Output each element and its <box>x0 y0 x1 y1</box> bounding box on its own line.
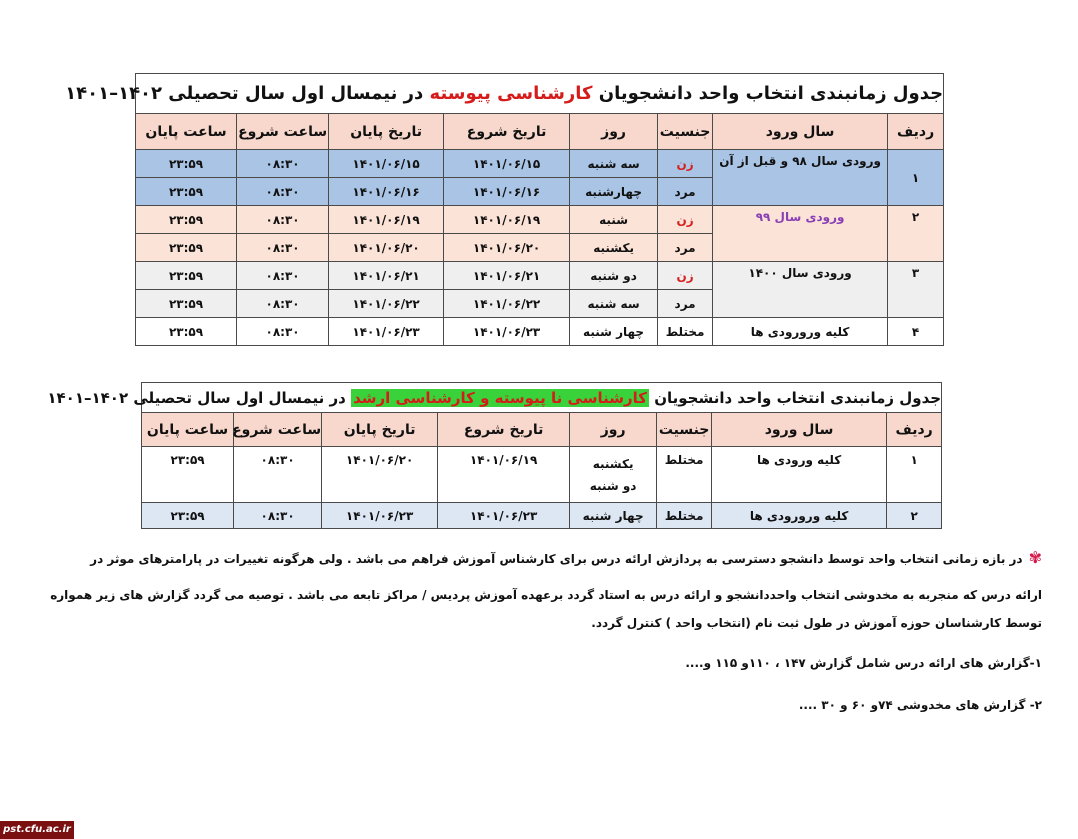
entry-year-cell: کلیه ورورودی ها <box>712 503 887 529</box>
day-cell <box>570 447 657 503</box>
gender-cell: زن <box>658 262 713 290</box>
end-date-cell: ۱۴۰۱/۰۶/۲۲ <box>329 290 444 318</box>
end-date-cell: ۱۴۰۱/۰۶/۲۰ <box>322 447 438 503</box>
header-gender: جنسیت <box>658 114 713 150</box>
schedule-table-continuous-bachelor <box>65 73 944 346</box>
day-cell: چهار شنبه <box>570 318 658 346</box>
table-row <box>136 262 944 290</box>
header-day: روز <box>570 413 657 447</box>
header-end-date: تاریخ پایان <box>322 413 438 447</box>
row-number: ۲ <box>887 503 942 529</box>
table-row <box>136 318 944 346</box>
gender-cell: مرد <box>658 234 713 262</box>
day-cell: شنبه <box>570 206 658 234</box>
header-start-date: تاریخ شروع <box>444 114 570 150</box>
entry-year-cell: کلیه ورودی ها <box>712 447 887 503</box>
end-date-cell: ۱۴۰۱/۰۶/۱۵ <box>329 150 444 178</box>
header-entry-year: سال ورود <box>712 413 887 447</box>
row-number: ۱ <box>888 150 944 206</box>
header-end-time: ساعت پایان <box>136 114 237 150</box>
table-row <box>136 150 944 178</box>
row-number: ۲ <box>888 206 944 262</box>
end-time-cell: ۲۳:۵۹ <box>142 447 234 503</box>
day-cell: دو شنبه <box>570 262 658 290</box>
day-line-1: یکشنبه <box>592 457 634 471</box>
table-row <box>142 503 942 529</box>
notes-section <box>32 548 1042 715</box>
day-cell: چهارشنبه <box>570 178 658 206</box>
start-time-cell: ۰۸:۳۰ <box>237 318 329 346</box>
end-date-cell: ۱۴۰۱/۰۶/۲۳ <box>329 318 444 346</box>
gender-cell: مختلط <box>657 447 712 503</box>
end-time-cell: ۲۳:۵۹ <box>142 503 234 529</box>
note-item-1: ۱-گزارش های ارائه درس شامل گزارش ۱۴۷ ، ۱۱۰و ۱۱۵ و.... <box>685 656 1042 670</box>
flower-icon: ✾ <box>1028 548 1042 567</box>
table1-header-row <box>136 114 944 150</box>
header-start-time: ساعت شروع <box>237 114 329 150</box>
start-time-cell: ۰۸:۳۰ <box>234 503 322 529</box>
end-date-cell: ۱۴۰۱/۰۶/۱۶ <box>329 178 444 206</box>
day-line-2: دو شنبه <box>589 479 637 493</box>
row-number: ۱ <box>887 447 942 503</box>
table2-title: جدول زمانبندی انتخاب واحد دانشجویان کارشناسی نا پیوسته و کارشناسی ارشد در نیمسال اول سال تحصیلی ۱۴۰۲–۱۴۰۱ <box>142 383 942 413</box>
gender-cell: زن <box>658 150 713 178</box>
header-day: روز <box>570 114 658 150</box>
entry-year-cell: ورودی سال ۹۸ و قبل از آن <box>713 150 888 206</box>
day-cell: چهار شنبه <box>570 503 657 529</box>
note-line-2: ارائه درس که منجربه به مخدوشی انتخاب واحددانشجو و ارائه درس به استاد گردد برعهده آموزش پردیس / مراکز تابعه می باشد . توصیه می گردد گزارش های زیر همواره <box>50 588 1042 602</box>
table1-title: جدول زمانبندی انتخاب واحد دانشجویان کارشناسی پیوسته در نیمسال اول سال تحصیلی ۱۴۰۲–۱۴۰۱ <box>136 74 944 114</box>
start-time-cell: ۰۸:۳۰ <box>237 262 329 290</box>
header-row-num: ردیف <box>888 114 944 150</box>
day-cell: یکشنبه <box>570 234 658 262</box>
start-time-cell: ۰۸:۳۰ <box>237 234 329 262</box>
day-cell: سه شنبه <box>570 150 658 178</box>
end-time-cell: ۲۳:۵۹ <box>136 318 237 346</box>
start-date-cell: ۱۴۰۱/۰۶/۱۵ <box>444 150 570 178</box>
note-line-1: در بازه زمانی انتخاب واحد توسط دانشجو دسترسی به پردازش ارائه درس برای کارشناس آموزش فراهم می باشد . ولی هرگونه تغییرات در پارامترهای موثر در <box>90 552 1023 566</box>
header-end-time: ساعت پایان <box>142 413 234 447</box>
start-date-cell: ۱۴۰۱/۰۶/۲۲ <box>444 290 570 318</box>
end-time-cell: ۲۳:۵۹ <box>136 150 237 178</box>
start-time-cell: ۰۸:۳۰ <box>234 447 322 503</box>
note-line-3: توسط کارشناسان حوزه آموزش در طول ثبت نام (انتخاب واحد ) کنترل گردد. <box>591 616 1042 630</box>
start-date-cell: ۱۴۰۱/۰۶/۱۹ <box>444 206 570 234</box>
end-date-cell: ۱۴۰۱/۰۶/۲۰ <box>329 234 444 262</box>
start-time-cell: ۰۸:۳۰ <box>237 206 329 234</box>
entry-year-cell: ورودی سال ۱۴۰۰ <box>713 262 888 318</box>
start-date-cell: ۱۴۰۱/۰۶/۲۰ <box>444 234 570 262</box>
header-start-date: تاریخ شروع <box>438 413 570 447</box>
end-date-cell: ۱۴۰۱/۰۶/۲۱ <box>329 262 444 290</box>
table-row <box>136 206 944 234</box>
row-number: ۳ <box>888 262 944 318</box>
schedule-table-discontinuous-master <box>47 382 942 529</box>
note-item-2: ۲- گزارش های مخدوشی ۷۴و ۶۰ و ۳۰ .... <box>798 698 1042 712</box>
end-time-cell: ۲۳:۵۹ <box>136 290 237 318</box>
start-date-cell: ۱۴۰۱/۰۶/۱۹ <box>438 447 570 503</box>
site-watermark[interactable]: pst.cfu.ac.ir <box>0 821 74 839</box>
row-number: ۴ <box>888 318 944 346</box>
end-time-cell: ۲۳:۵۹ <box>136 206 237 234</box>
table2-header-row <box>142 413 942 447</box>
gender-cell: مختلط <box>658 318 713 346</box>
header-entry-year: سال ورود <box>713 114 888 150</box>
entry-year-cell: کلیه ورورودی ها <box>713 318 888 346</box>
end-date-cell: ۱۴۰۱/۰۶/۱۹ <box>329 206 444 234</box>
header-start-time: ساعت شروع <box>234 413 322 447</box>
header-gender: جنسیت <box>657 413 712 447</box>
start-time-cell: ۰۸:۳۰ <box>237 290 329 318</box>
gender-cell: زن <box>658 206 713 234</box>
header-row-num: ردیف <box>887 413 942 447</box>
end-time-cell: ۲۳:۵۹ <box>136 234 237 262</box>
start-date-cell: ۱۴۰۱/۰۶/۲۱ <box>444 262 570 290</box>
end-time-cell: ۲۳:۵۹ <box>136 178 237 206</box>
header-end-date: تاریخ پایان <box>329 114 444 150</box>
gender-cell: مرد <box>658 178 713 206</box>
gender-cell: مختلط <box>657 503 712 529</box>
end-time-cell: ۲۳:۵۹ <box>136 262 237 290</box>
start-time-cell: ۰۸:۳۰ <box>237 178 329 206</box>
table-row <box>142 447 942 503</box>
day-cell: سه شنبه <box>570 290 658 318</box>
end-date-cell: ۱۴۰۱/۰۶/۲۳ <box>322 503 438 529</box>
start-time-cell: ۰۸:۳۰ <box>237 150 329 178</box>
entry-year-cell: ورودی سال ۹۹ <box>713 206 888 262</box>
start-date-cell: ۱۴۰۱/۰۶/۲۳ <box>444 318 570 346</box>
start-date-cell: ۱۴۰۱/۰۶/۲۳ <box>438 503 570 529</box>
gender-cell: مرد <box>658 290 713 318</box>
start-date-cell: ۱۴۰۱/۰۶/۱۶ <box>444 178 570 206</box>
